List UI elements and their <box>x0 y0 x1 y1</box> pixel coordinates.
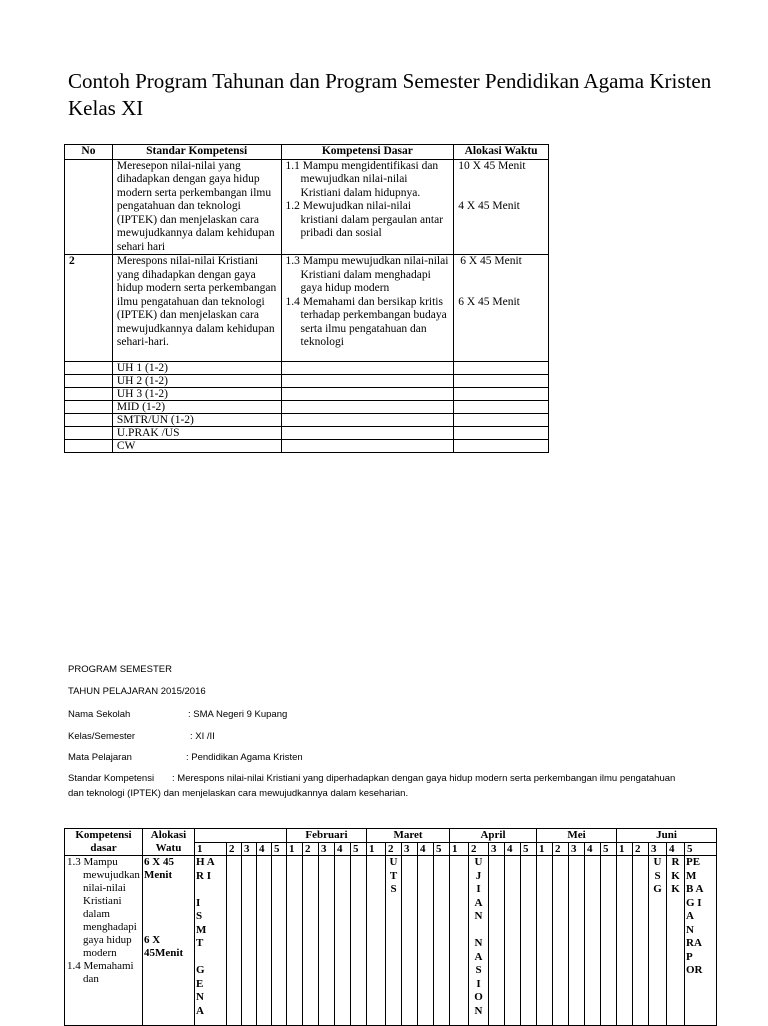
table-row <box>65 856 717 1026</box>
header-alokasi: Alokasi Watu <box>143 829 195 856</box>
annual-program-table <box>64 144 549 453</box>
page-title: Contoh Program Tahunan dan Program Semester Pendidikan Agama Kristen Kelas XI <box>68 69 712 120</box>
kompetensi-dasar-cell <box>281 159 454 255</box>
alokasi-value: 6 X 45Menit <box>144 934 184 959</box>
week-number: 5 <box>521 843 537 856</box>
table-row <box>65 401 549 414</box>
month-april: April <box>450 829 537 843</box>
week-number: 4 <box>257 843 272 856</box>
header-standar-kompetensi: Standar Kompetensi <box>112 145 281 160</box>
school-info <box>68 709 287 721</box>
uts-note: U T S <box>386 856 402 1026</box>
week-number: 3 <box>242 843 257 856</box>
week-number: 4 <box>667 843 685 856</box>
week-number: 3 <box>569 843 585 856</box>
academic-year: TAHUN PELAJARAN 2015/2016 <box>68 686 206 697</box>
sk-info <box>68 773 675 785</box>
header-no: No <box>65 145 113 160</box>
kd-item: 1.1 Mampu mengidentifikasi dan mewujudkan nilai-nilai Kristiani dalam hidupnya. <box>285 159 439 199</box>
kd-item: 1.3 Mampu mewujudkan nilai-nilai Kristiani dalam menghadapi gaya hidup modern <box>67 856 140 959</box>
table-row <box>65 255 549 362</box>
libur-semester-note: H A R I I S M T G E N A <box>195 856 227 1026</box>
header-alokasi-waktu: Alokasi Waktu <box>454 145 549 160</box>
assessment-label: MID (1-2) <box>112 401 281 414</box>
week-number: 2 <box>227 843 242 856</box>
row-number: 2 <box>65 255 113 362</box>
standar-kompetensi-cell: Merespons nilai-nilai Kristiani yang dihadapkan dengan gaya hidup modern serta perkembangan ilmu pengatahuan dan teknologi (IPTEK) dan menjelaskan cara mewujudkannya dalam kehidupan sehari-hari. <box>112 255 281 362</box>
table-header-row <box>65 145 549 160</box>
kd-item: 1.4 Memahami dan bersikap kritis terhadap perkembangan budaya serta ilmu pengatahuan dan teknologi <box>285 295 447 348</box>
week-number: 2 <box>386 843 402 856</box>
week-number: 1 <box>287 843 303 856</box>
table-row <box>65 159 549 255</box>
assessment-label: SMTR/UN (1-2) <box>112 414 281 427</box>
week-number: 5 <box>434 843 450 856</box>
semester-heading: PROGRAM SEMESTER <box>68 664 172 675</box>
month-juni: Juni <box>617 829 717 843</box>
month-header-blank <box>195 829 287 843</box>
week-number: 2 <box>553 843 569 856</box>
semester-program-table <box>64 828 717 1026</box>
week-number: 4 <box>505 843 521 856</box>
table-row <box>65 427 549 440</box>
alokasi-cell <box>454 255 549 362</box>
sk-info-continued: dan teknologi (IPTEK) dan menjelaskan cara mewujudkannya dalam keseharian. <box>68 788 409 799</box>
table-row <box>65 362 549 375</box>
week-number: 3 <box>649 843 667 856</box>
week-number: 2 <box>469 843 489 856</box>
class-info <box>68 731 215 743</box>
week-number: 3 <box>489 843 505 856</box>
assessment-label: CW <box>112 440 281 453</box>
week-number: 1 <box>617 843 633 856</box>
week-number: 5 <box>601 843 617 856</box>
alokasi-value: 10 X 45 Menit <box>458 159 526 172</box>
header-kompetensi-dasar: Kompetensi dasar <box>65 829 143 856</box>
week-number: 3 <box>402 843 418 856</box>
pembagian-rapor-note: PE M B A G I A N RA P OR <box>685 856 717 1026</box>
kd-item: 1.3 Mampu mewujudkan nilai-nilai Kristiani dalam menghadapi gaya hidup modern <box>285 255 449 294</box>
week-number: 3 <box>319 843 335 856</box>
month-februari: Februari <box>287 829 367 843</box>
week-number: 4 <box>418 843 434 856</box>
school-value: : SMA Negeri 9 Kupang <box>188 709 288 720</box>
week-number: 4 <box>335 843 351 856</box>
sk-value: : Merespons nilai-nilai Kristiani yang diperhadapkan dengan gaya hidup modern serta perkembangan ilmu pengatahuan <box>172 773 676 784</box>
kompetensi-dasar-cell <box>281 255 454 362</box>
header-kompetensi-dasar: Kompetensi Dasar <box>281 145 454 160</box>
week-number: 4 <box>585 843 601 856</box>
assessment-label: UH 3 (1-2) <box>112 388 281 401</box>
alokasi-cell <box>143 856 195 1026</box>
class-label: Kelas/Semester <box>68 731 136 742</box>
week-number: 1 <box>195 843 227 856</box>
week-number: 5 <box>351 843 367 856</box>
alokasi-value: 6 X 45 Menit <box>144 856 174 881</box>
alokasi-value: 6 X 45 Menit <box>458 295 520 308</box>
week-number: 1 <box>450 843 469 856</box>
subject-label: Mata Pelajaran <box>68 752 132 763</box>
table-row <box>65 440 549 453</box>
subject-info <box>68 752 303 764</box>
alokasi-value: 6 X 45 Menit <box>460 255 522 267</box>
rkk-note: R K K <box>667 856 685 1026</box>
table-row <box>65 414 549 427</box>
standar-kompetensi-cell: Meresepon nilai-nilai yang dihadapkan dengan gaya hidup modern serta perkembangan ilmu pengatahuan dan teknologi (IPTEK) dan menjelaskan cara mewujudkannya dalam kehidupan sehari hari <box>112 159 281 255</box>
kd-item: 1.4 Memahami dan <box>67 960 134 985</box>
assessment-label: UH 1 (1-2) <box>112 362 281 375</box>
ujian-nasional-note: U J I A N N A S I O N <box>469 856 489 1026</box>
table-row <box>65 375 549 388</box>
class-value: : XI /II <box>190 731 215 742</box>
week-number: 2 <box>303 843 319 856</box>
assessment-label: UH 2 (1-2) <box>112 375 281 388</box>
assessment-label: U.PRAK /US <box>112 427 281 440</box>
month-mei: Mei <box>537 829 617 843</box>
week-number: 2 <box>633 843 649 856</box>
kompetensi-dasar-cell <box>65 856 143 1026</box>
sk-label: Standar Kompetensi <box>68 773 155 784</box>
week-number: 5 <box>685 843 717 856</box>
alokasi-cell <box>454 159 549 255</box>
table-row <box>65 388 549 401</box>
week-number: 1 <box>367 843 386 856</box>
row-number <box>65 159 113 255</box>
school-label: Nama Sekolah <box>68 709 131 720</box>
alokasi-value: 4 X 45 Menit <box>458 200 520 212</box>
kd-item: 1.2 Mewujudkan nilai-nilai kristiani dalam pergaulan antar pribadi dan sosial <box>285 200 444 239</box>
week-number: 1 <box>537 843 553 856</box>
usg-note: U S G <box>649 856 667 1026</box>
week-number: 5 <box>272 843 287 856</box>
subject-value: : Pendidikan Agama Kristen <box>186 752 303 763</box>
month-header-row <box>65 829 717 843</box>
month-maret: Maret <box>367 829 450 843</box>
